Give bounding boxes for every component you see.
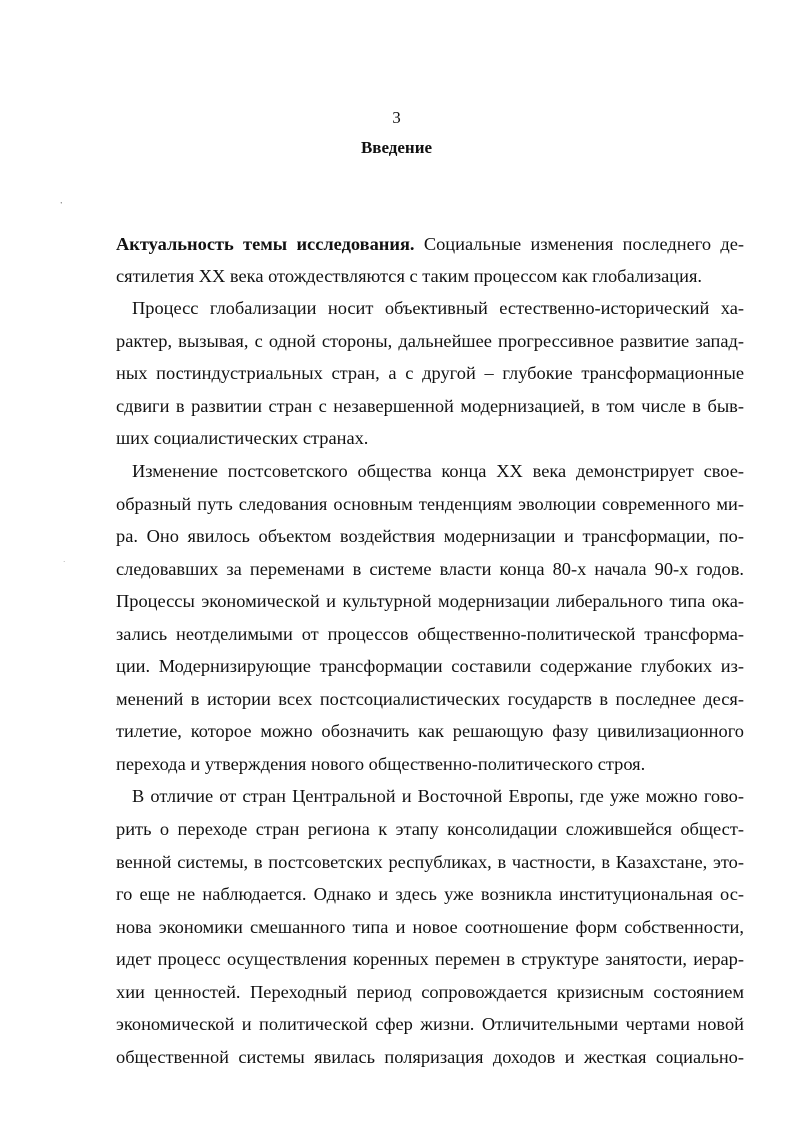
- paragraph-line: образный путь следования основным тенденциям эволюции современного ми-: [116, 494, 744, 514]
- paragraph-line: Процессы экономической и культурной модернизации либерального типа ока-: [116, 591, 744, 611]
- paragraph-line: нова экономики смешанного типа и новое соотношение форм собственности,: [116, 917, 744, 937]
- paragraph-line: рить о переходе стран региона к этапу консолидации сложившейся общест-: [116, 819, 744, 839]
- paragraph-text: Социальные изменения последнего де-: [414, 234, 745, 254]
- paragraph-line: венной системы, в постсоветских республиках, в частности, в Казахстане, это-: [116, 852, 744, 872]
- paragraph-line: перехода и утверждения нового общественно-политического строя.: [116, 754, 646, 774]
- paragraph-line: ших социалистических странах.: [116, 428, 369, 448]
- paragraph-line: ции. Модернизирующие трансформации составили содержание глубоких из-: [116, 656, 744, 676]
- paragraph-line: В отличие от стран Центральной и Восточной Европы, где уже можно гово-: [132, 786, 744, 806]
- paragraph-line: хии ценностей. Переходный период сопровождается кризисным состоянием: [116, 982, 744, 1002]
- paragraph-line: идет процесс осуществления коренных перемен в структуре занятости, иерар-: [116, 949, 744, 969]
- paragraph-line: менений в истории всех постсоциалистических государств в последнее деся-: [116, 689, 744, 709]
- paragraph-line: ра. Оно явилось объектом воздействия модернизации и трансформации, по-: [116, 526, 744, 546]
- paragraph-line: общественной системы явилась поляризация доходов и жесткая социально-: [116, 1047, 744, 1067]
- paragraph-line: [116, 228, 744, 260]
- page-number: 3: [392, 108, 401, 127]
- paragraph-line: экономической и политической сфер жизни. Отличительными чертами новой: [116, 1014, 744, 1034]
- stray-mark: ·: [63, 558, 66, 566]
- page-title: Введение: [360, 138, 433, 157]
- paragraph-lead: Актуальность темы исследования.: [116, 234, 415, 254]
- stray-mark: ·: [57, 197, 66, 210]
- paragraph-line: следовавших за переменами в системе власти конца 80-х начала 90-х годов.: [116, 559, 744, 579]
- paragraph-line: ных постиндустриальных стран, а с другой – глубокие трансформационные: [116, 363, 744, 383]
- paragraph-line: го еще не наблюдается. Однако и здесь уже возникла институциональная ос-: [116, 884, 744, 904]
- paragraph-line: сдвиги в развитии стран с незавершенной модернизацией, в том числе в быв-: [116, 396, 744, 416]
- paragraph-line: Изменение постсоветского общества конца XX века демонстрирует свое-: [132, 461, 744, 481]
- paragraph-line: сятилетия XX века отождествляются с таким процессом как глобализация.: [116, 266, 703, 286]
- paragraph-line: Процесс глобализации носит объективный естественно-исторический ха-: [132, 298, 744, 318]
- paragraph-line: зались неотделимыми от процессов общественно-политической трансформа-: [116, 624, 744, 644]
- paragraph-line: рактер, вызывая, с одной стороны, дальнейшее прогрессивное развитие запад-: [116, 331, 744, 351]
- paragraph-line: тилетие, которое можно обозначить как решающую фазу цивилизационного: [116, 721, 744, 741]
